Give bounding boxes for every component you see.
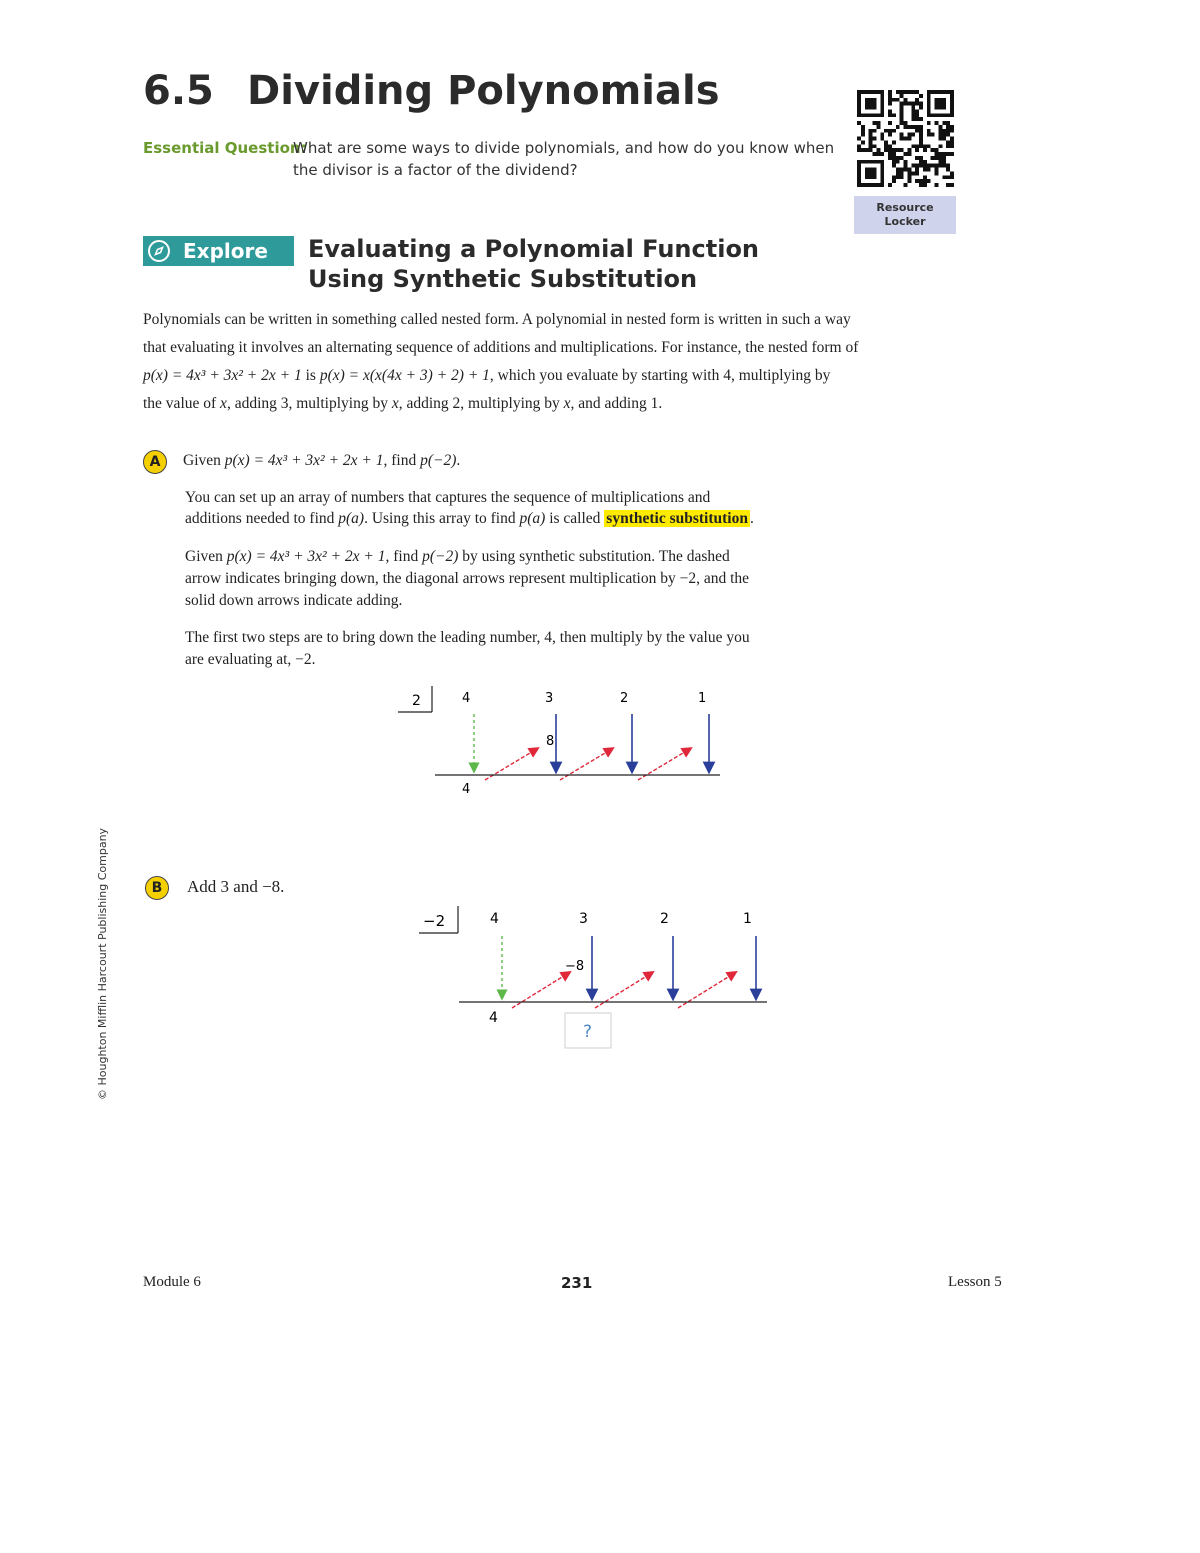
diagram-b-coef-1: 3: [579, 911, 588, 927]
step-a-p1-end: .: [749, 510, 754, 527]
lesson-number: 6.5: [143, 68, 214, 114]
step-a-p2-line3: solid down arrows indicate adding.: [185, 592, 403, 609]
explore-title-line1: Evaluating a Polynomial Function: [308, 235, 760, 263]
essential-question-line1: What are some ways to divide polynomials, and how do you know when: [293, 139, 835, 157]
intro-line4-a: the value of: [143, 395, 221, 412]
synthetic-substitution-diagram-a: [390, 680, 730, 800]
diagram-a-coef-3: 1: [698, 691, 707, 706]
footer-module: Module 6: [143, 1274, 201, 1290]
diagram-b-product: −8: [565, 959, 585, 974]
resource-locker-line2: Locker: [884, 215, 926, 228]
multiply-arrow-b1: [512, 974, 567, 1008]
step-b-badge: B: [145, 876, 169, 900]
essential-question-label: Essential Question:: [143, 139, 307, 157]
step-a-badge: A: [143, 450, 167, 474]
lesson-title: Dividing Polynomials: [247, 68, 720, 114]
intro-var-x1: x: [220, 395, 227, 412]
explore-banner: [143, 236, 294, 266]
step-a-p2-line1: [185, 548, 730, 566]
step-a-given-equation: p(x) = 4x³ + 3x² + 2x + 1: [224, 452, 384, 469]
step-a-given-find: p(−2): [420, 452, 457, 469]
step-a-given-end: .: [456, 452, 461, 469]
diagram-a-divisor: 2: [412, 693, 421, 709]
step-a-p1-line2: [185, 510, 754, 528]
synthetic-substitution-diagram-b: [415, 900, 775, 1055]
intro-line3: [143, 367, 830, 385]
intro-line4-b: , adding 3, multiplying by: [226, 395, 392, 412]
intro-var-x3: x: [563, 395, 571, 412]
diagram-a-result: 4: [462, 782, 471, 797]
resource-locker-button[interactable]: [854, 196, 956, 234]
step-a-p2-c: by using synthetic substitution. The dashed: [458, 548, 730, 565]
step-a-p1-b: . Using this array to find: [364, 510, 520, 527]
multiply-arrow-b2: [595, 974, 650, 1008]
step-a-p1-pa2: p(a): [519, 510, 546, 527]
step-a-p1-pa: p(a): [338, 510, 365, 527]
step-a-p1-c: is called: [545, 510, 605, 527]
step-a-p2-line2: arrow indicates bringing down, the diagonal arrows represent multiplication by −2, and the: [185, 570, 750, 587]
explore-label: Explore: [183, 239, 268, 263]
footer-page-number: 231: [561, 1274, 593, 1292]
footer-lesson: Lesson 5: [948, 1274, 1002, 1290]
qr-code-icon[interactable]: [857, 90, 954, 187]
intro-line4: [143, 395, 662, 413]
step-b-text: Add 3 and −8.: [187, 877, 285, 896]
diagram-b-result: 4: [489, 1010, 498, 1026]
step-a-p2-equation: p(x) = 4x³ + 3x² + 2x + 1: [226, 548, 386, 565]
intro-line3-rest: , which you evaluate by starting with 4, multiplying by: [489, 367, 831, 384]
step-a-given-prefix: Given: [183, 452, 225, 469]
intro-is: is: [301, 367, 320, 384]
explore-title-line2: Using Synthetic Substitution: [308, 265, 698, 293]
diagram-b-coef-0: 4: [490, 911, 499, 927]
intro-line1: Polynomials can be written in something called nested form. A polynomial in nested form is written in such a way: [143, 311, 851, 328]
step-a-p2-find: p(−2): [422, 548, 459, 565]
intro-equation-standard: p(x) = 4x³ + 3x² + 2x + 1: [143, 367, 302, 384]
answer-placeholder: ?: [583, 1022, 593, 1042]
diagram-a-coef-1: 3: [545, 691, 554, 706]
step-a-p1-a: additions needed to find: [185, 510, 339, 527]
diagram-a-coef-2: 2: [620, 691, 629, 706]
step-a-p3-line1: The first two steps are to bring down the leading number, 4, then multiply by the value you: [185, 629, 750, 646]
intro-var-x2: x: [391, 395, 399, 412]
diagram-b-coef-2: 2: [660, 911, 669, 927]
step-a-p1-line1: You can set up an array of numbers that captures the sequence of multiplications and: [185, 489, 711, 506]
step-a-p2-b: , find: [385, 548, 423, 565]
step-a-given-mid: , find: [383, 452, 421, 469]
diagram-a-product: 8: [546, 734, 555, 749]
intro-line2: that evaluating it involves an alternating sequence of additions and multiplications. For instance, the nested form of: [143, 339, 859, 356]
diagram-b-coef-3: 1: [743, 911, 752, 927]
highlighted-term: synthetic substitution: [606, 510, 748, 527]
compass-icon: [147, 239, 171, 263]
essential-question-line2: the divisor is a factor of the dividend?: [293, 161, 578, 179]
step-a-given: [183, 452, 460, 470]
diagram-a-coef-0: 4: [462, 691, 471, 706]
resource-locker-line1: Resource: [876, 201, 934, 214]
multiply-arrow-b3: [678, 974, 733, 1008]
intro-line4-c: , adding 2, multiplying by: [398, 395, 564, 412]
step-a-p3-line2: are evaluating at, −2.: [185, 651, 316, 668]
intro-equation-nested: p(x) = x(x(4x + 3) + 2) + 1: [319, 367, 490, 384]
diagram-b-divisor: −2: [423, 912, 446, 930]
copyright-notice: © Houghton Mifflin Harcourt Publishing Company: [96, 827, 109, 1100]
step-a-p2-a: Given: [185, 548, 227, 565]
intro-line4-d: , and adding 1.: [570, 395, 663, 412]
